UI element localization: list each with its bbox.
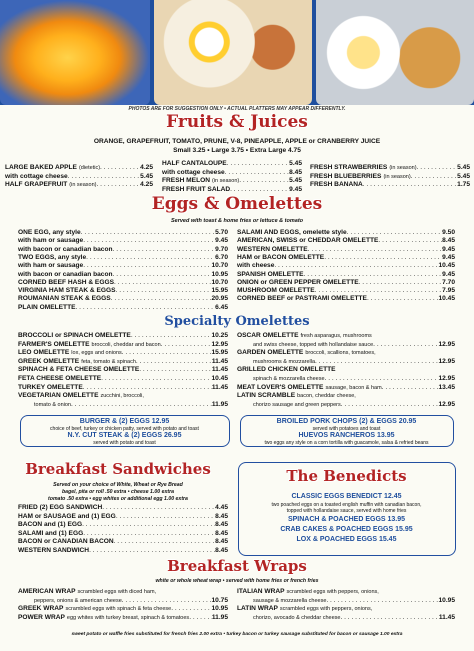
menu-item-desc: egg whites with turkey breast, spinach & tomatoes — [66, 614, 190, 621]
menu-item-name: ONION or GREEN PEPPER OMELETTE — [237, 278, 359, 286]
menu-item-row — [237, 597, 455, 605]
leader-dots — [382, 384, 439, 392]
menu-item-row — [237, 295, 455, 303]
leader-dots — [114, 279, 211, 287]
menu-item-desc: scrambled eggs with diced ham, — [77, 589, 157, 595]
menu-item-row — [162, 169, 302, 177]
menu-item-row — [237, 229, 455, 237]
menu-item-row — [18, 366, 228, 374]
menu-item-desc: (in season) — [389, 165, 417, 171]
menu-item-name: ITALIAN WRAP — [237, 588, 285, 595]
menu-item-price: 10.45 — [438, 262, 455, 270]
leader-dots — [82, 521, 215, 529]
menu-item-name: WESTERN OMELETTE — [237, 245, 308, 253]
menu-item-price: 5.70 — [215, 229, 228, 236]
menu-item-name: VEGETARIAN OMELETTE — [18, 392, 99, 400]
menu-item-name: GREEK WRAP — [18, 605, 64, 613]
leader-dots — [274, 262, 438, 270]
menu-item-name: with ham or sausage — [18, 237, 84, 245]
leader-dots — [347, 229, 442, 237]
menu-item-price: 8.45 — [289, 168, 302, 176]
menu-item-row — [18, 246, 228, 254]
menu-item-price: 12.95 — [211, 340, 228, 348]
menu-item-desc: chorizo, avocado & cheddar cheese — [253, 614, 341, 621]
menu-item-row — [18, 392, 228, 400]
menu-item-row — [310, 181, 470, 189]
leader-dots — [340, 614, 438, 622]
menu-item-row — [237, 271, 455, 279]
leader-dots — [86, 254, 215, 262]
menu-item-desc: (in season) — [383, 173, 411, 180]
menu-item-row — [18, 384, 228, 392]
menu-item-name: MUSHROOM OMELETTE — [237, 287, 315, 295]
menu-item-row — [237, 384, 455, 392]
menu-item-price: 9.45 — [442, 245, 455, 253]
menu-item-name: SPANISH OMELETTE — [237, 270, 304, 278]
menu-item-row — [237, 332, 455, 340]
menu-item-price: 9.45 — [442, 270, 455, 278]
leader-dots — [116, 287, 212, 295]
menu-item-name: PLAIN OMELETTE — [18, 303, 76, 311]
eggs-served-note: Served with toast & home fries or lettuce & tomato — [170, 218, 304, 224]
menu-item-price: 11.45 — [438, 613, 455, 621]
menu-item-name: HALF GRAPEFRUIT — [5, 181, 68, 189]
burger-desc: choice of beef, turkey or chicken patty, served with potato and toast — [50, 426, 199, 432]
menu-item-price: 6.45 — [215, 303, 228, 311]
menu-item-price: 7.70 — [442, 278, 455, 286]
leader-dots — [97, 181, 141, 189]
classic-benedict-desc-1: two poached eggs on a toasted english muffin with canadian bacon, — [271, 502, 422, 508]
menu-item-name: with cottage cheese — [5, 172, 68, 180]
menu-item-name: OSCAR OMELETTE — [237, 332, 299, 339]
menu-item-row — [162, 186, 302, 194]
wraps-title: Breakfast Wraps — [167, 557, 307, 575]
menu-item-desc: sausage, bacon & ham — [325, 384, 382, 391]
fruits-title: Fruits & Juices — [166, 112, 308, 132]
menu-item-row — [18, 332, 228, 340]
menu-item-row — [18, 295, 228, 303]
menu-item-name: FETA CHEESE OMELETTE — [18, 375, 102, 382]
menu-item-name: AMERICAN, SWISS or CHEDDAR OMELETTE — [237, 237, 379, 245]
menu-item-desc: tomato & onion — [34, 401, 71, 408]
menu-item-name: TURKEY OMELETTE — [18, 383, 83, 391]
leader-dots — [417, 164, 458, 172]
menu-item-name: TWO EGGS, any style — [18, 253, 87, 261]
crab-cakes-poached-eggs: CRAB CAKES & POACHED EGGS 15.95 — [280, 526, 413, 533]
menu-item-price: 13.45 — [438, 383, 455, 391]
menu-item-desc: scrambled eggs with spinach & feta cheese — [65, 606, 172, 613]
menu-item-name: WESTERN SANDWICH — [18, 547, 90, 554]
porkchops-desc: served with potatoes and toast — [312, 426, 381, 432]
menu-item-price: 8.45 — [215, 512, 228, 520]
menu-item-price: 12.95 — [438, 375, 455, 382]
eggs-and-sausage-photo — [154, 0, 312, 105]
leader-dots — [100, 164, 140, 172]
leader-dots — [111, 295, 212, 303]
menu-item-name: SALAMI and (1) EGG — [18, 529, 84, 537]
classic-benedict: CLASSIC EGGS BENEDICT 12.45 — [291, 493, 402, 500]
menu-item-name: POWER WRAP — [18, 613, 65, 621]
menu-item-price: 15.95 — [211, 349, 228, 357]
leader-dots — [367, 295, 439, 303]
menu-item-price: 8.45 — [215, 521, 228, 529]
menu-item-row — [18, 304, 228, 312]
leader-dots — [325, 375, 439, 383]
menu-item-row — [18, 614, 228, 622]
menu-item-name: LATIN WRAP — [237, 605, 278, 613]
menu-item-price: 10.95 — [438, 596, 455, 604]
menu-item-row — [237, 366, 455, 374]
menu-item-price: 5.45 — [289, 160, 302, 167]
leader-dots — [315, 287, 442, 295]
menu-item-name: FRIED (2) EGG SANDWICH — [18, 504, 103, 511]
menu-item-row — [237, 341, 455, 349]
eggs-title: Eggs & Omelettes — [151, 194, 323, 214]
menu-item-price: 11.45 — [211, 357, 228, 365]
leader-dots — [76, 304, 216, 312]
juice-sizes: Small 3.25 • Large 3.75 • Extra Large 4.75 — [173, 147, 301, 154]
huevos-rancheros: HUEVOS RANCHEROS 13.95 — [298, 432, 395, 439]
menu-item-name: VIRGINIA HAM STEAK & EGGS — [18, 287, 116, 295]
menu-item-price: 10.45 — [438, 295, 455, 303]
leader-dots — [161, 341, 212, 349]
menu-item-price: 12.95 — [438, 357, 455, 365]
menu-item-name: BACON and (1) EGG — [18, 521, 83, 529]
menu-item-price: 1.75 — [457, 181, 470, 189]
menu-item-desc: scrambled eggs with peppers, onions, — [286, 589, 379, 595]
menu-item-row — [18, 401, 228, 409]
menu-item-row — [5, 164, 153, 172]
leader-dots — [378, 237, 442, 245]
menu-item-price: 10.75 — [211, 596, 228, 604]
menu-item-row — [18, 287, 228, 295]
leader-dots — [131, 332, 212, 340]
menu-item-row — [237, 287, 455, 295]
menu-item-name: GRILLED CHICKEN OMELETTE — [237, 366, 336, 374]
leader-dots — [171, 605, 211, 613]
leader-dots — [411, 173, 457, 181]
leader-dots — [122, 597, 212, 605]
leader-dots — [102, 504, 215, 512]
menu-item-price: 6.70 — [215, 253, 228, 261]
menu-item-row — [237, 237, 455, 245]
menu-item-price: 11.95 — [211, 613, 228, 621]
menu-item-row — [18, 597, 228, 605]
leader-dots — [83, 530, 215, 538]
menu-item-price: 8.45 — [215, 547, 228, 554]
leader-dots — [113, 246, 216, 254]
menu-item-name: SPINACH & FETA CHEESE OMELETTE — [18, 366, 140, 374]
wraps-footer-note: sweet potato or waffle fries substituted for french fries 2.00 extra • turkey bacon or turkey sausage substituted for bacon or sausage 1.00 extra — [71, 632, 403, 637]
menu-item-name: FRESH FRUIT SALAD — [162, 185, 231, 193]
leader-dots — [101, 375, 211, 383]
steak-desc: served with potato and toast — [93, 440, 156, 446]
menu-item-price: 11.45 — [211, 383, 228, 391]
menu-item-name: HAM or SAUSAGE and (1) EGG — [18, 512, 116, 520]
menu-item-desc: (in season) — [69, 182, 97, 189]
menu-item-name: FRESH STRAWBERRIES — [310, 164, 388, 171]
menu-item-name: BROCCOLI or SPINACH OMELETTE — [18, 332, 131, 339]
burger-steak-box — [20, 415, 230, 447]
menu-item-name: LATIN SCRAMBLE — [237, 392, 296, 400]
menu-item-row — [237, 375, 455, 383]
spinach-poached-eggs: SPINACH & POACHED EGGS 13.95 — [287, 516, 406, 523]
menu-item-name: with bacon or canadian bacon — [18, 270, 113, 278]
menu-item-row — [237, 262, 455, 270]
menu-item-row — [18, 237, 228, 245]
menu-item-price: 5.45 — [457, 164, 470, 171]
menu-item-price: 11.45 — [211, 366, 228, 374]
menu-item-row — [162, 177, 302, 185]
menu-item-row — [18, 538, 228, 546]
sandwiches-title: Breakfast Sandwiches — [25, 460, 211, 478]
header-photo-banner — [0, 0, 474, 105]
porkchops-and-eggs: BROILED PORK CHOPS (2) & EGGS 20.95 — [276, 418, 417, 425]
menu-item-desc: broccoli, cheddar and bacon — [91, 341, 161, 348]
leader-dots — [89, 547, 215, 555]
menu-item-name: with bacon or canadian bacon — [18, 245, 113, 253]
photo-caption: PHOTOS ARE FOR SUGGESTION ONLY • ACTUAL PLATTERS MAY APPEAR DIFFERENTLY. — [128, 106, 346, 112]
menu-item-price: 10.70 — [211, 278, 228, 286]
menu-item-price: 15.95 — [211, 287, 228, 295]
menu-item-price: 4.25 — [140, 164, 153, 171]
benedicts-title: The Benedicts — [286, 467, 407, 485]
menu-item-name: MEAT LOVER'S OMELETTE — [237, 383, 324, 391]
menu-item-row — [18, 547, 228, 555]
menu-item-name: FRESH MELON — [162, 177, 210, 185]
menu-item-row — [310, 173, 470, 181]
menu-item-name: GARDEN OMELETTE — [237, 349, 304, 357]
menu-item-price: 10.70 — [211, 262, 228, 270]
burger-and-eggs: BURGER & (2) EGGS 12.95 — [79, 418, 170, 425]
wraps-served-note: white or whole wheat wrap • served with home fries or french fries — [155, 578, 319, 584]
menu-item-desc: zucchini, broccoli, — [100, 393, 144, 400]
menu-item-row — [5, 181, 153, 189]
lox-poached-eggs: LOX & POACHED EGGS 15.45 — [296, 536, 397, 543]
menu-item-price: 9.50 — [442, 229, 455, 236]
menu-item-row — [18, 605, 228, 613]
menu-item-row — [18, 504, 228, 512]
eggs-benedict-photo — [316, 0, 474, 105]
menu-item-row — [162, 160, 302, 168]
menu-item-desc: chorizo sausage and green peppers — [253, 401, 341, 408]
leader-dots — [139, 366, 212, 374]
menu-item-desc: sausage & mozzarella cheese — [253, 597, 327, 604]
menu-item-desc: (dietetic) — [78, 165, 101, 171]
menu-item-name: BACON or CANADIAN BACON — [18, 538, 114, 546]
sandwich-tomato-note: tomato .50 extra • egg whites or additional egg 1.00 extra — [48, 496, 188, 502]
menu-item-price: 10.25 — [211, 332, 228, 339]
menu-item-desc: spinach & mozzarella cheese — [253, 376, 325, 382]
menu-item-name: ONE EGG, any style — [18, 229, 81, 236]
leader-dots — [341, 401, 439, 409]
menu-item-desc: broccoli, scallions, tomatoes, — [305, 350, 376, 357]
leader-dots — [227, 160, 289, 168]
menu-item-row — [18, 254, 228, 262]
leader-dots — [304, 271, 443, 279]
menu-item-row — [237, 349, 455, 357]
menu-item-price: 9.45 — [442, 253, 455, 261]
menu-item-desc: mushrooms & mozzarella — [253, 358, 316, 365]
menu-item-desc: fresh asparagus, mushrooms — [300, 333, 372, 339]
leader-dots — [81, 229, 215, 237]
menu-item-price: 8.45 — [442, 237, 455, 245]
leader-dots — [83, 237, 215, 245]
menu-item-desc: peppers, onions & american cheese — [34, 597, 122, 604]
leader-dots — [113, 271, 212, 279]
leader-dots — [83, 262, 211, 270]
sandwich-extras-note: bagel, pita or roll .50 extra • cheese 1.00 extra — [62, 489, 174, 495]
menu-item-row — [237, 588, 455, 596]
menu-item-name: CORNED BEEF or PASTRAMI OMELETTE — [237, 295, 367, 303]
leader-dots — [116, 513, 215, 521]
menu-item-row — [18, 358, 228, 366]
menu-item-row — [237, 614, 455, 622]
orange-juice-photo — [0, 0, 150, 105]
menu-item-row — [237, 358, 455, 366]
menu-item-row — [18, 588, 228, 596]
menu-item-row — [5, 173, 153, 181]
menu-item-row — [18, 513, 228, 521]
menu-item-name: AMERICAN WRAP — [18, 588, 76, 595]
juice-line: ORANGE, GRAPEFRUIT, TOMATO, PRUNE, V-8, PINEAPPLE, APPLE or CRANBERRY JUICE — [93, 138, 381, 145]
leader-dots — [225, 169, 289, 177]
leader-dots — [315, 358, 438, 366]
leader-dots — [326, 597, 438, 605]
menu-item-row — [18, 262, 228, 270]
menu-item-row — [18, 229, 228, 237]
menu-item-row — [18, 349, 228, 357]
menu-item-price: 12.95 — [438, 400, 455, 408]
menu-item-desc: bacon, cheddar cheese, — [297, 393, 356, 400]
leader-dots — [373, 341, 438, 349]
menu-item-price: 12.95 — [438, 340, 455, 348]
menu-item-name: FARMER'S OMELETTE — [18, 340, 90, 348]
leader-dots — [363, 181, 457, 189]
menu-item-row — [237, 392, 455, 400]
leader-dots — [83, 384, 212, 392]
menu-item-desc: lox, eggs and onions — [71, 350, 122, 357]
menu-item-desc: scrambled eggs with peppers, onions, — [279, 606, 373, 613]
menu-item-price: 20.95 — [211, 295, 228, 303]
menu-item-price: 7.95 — [442, 287, 455, 295]
leader-dots — [114, 538, 216, 546]
porkchop-huevos-box — [240, 415, 454, 447]
menu-item-price: 5.45 — [457, 172, 470, 180]
menu-item-name: GREEK OMELETTE — [18, 357, 80, 365]
leader-dots — [136, 358, 212, 366]
menu-item-price: 11.95 — [211, 400, 228, 408]
leader-dots — [122, 349, 212, 357]
menu-item-row — [18, 271, 228, 279]
menu-item-name: with cottage cheese — [162, 168, 225, 176]
menu-item-name: CORNED BEEF HASH & EGGS — [18, 278, 114, 286]
menu-item-price: 9.45 — [215, 237, 228, 245]
menu-item-row — [237, 279, 455, 287]
menu-item-name: FRESH BLUEBERRIES — [310, 172, 382, 180]
benedicts-box — [238, 462, 456, 556]
menu-item-row — [237, 605, 455, 613]
menu-item-name: HALF CANTALOUPE — [162, 160, 227, 167]
menu-item-name: with ham or sausage — [18, 262, 84, 270]
sandwich-bread-note: Served on your choice of White, Wheat or Rye Bread — [53, 482, 183, 488]
steak-and-eggs: N.Y. CUT STEAK & (2) EGGS 26.95 — [67, 432, 182, 439]
menu-item-name: LARGE BAKED APPLE — [5, 164, 77, 171]
menu-item-price: 10.95 — [211, 605, 228, 613]
leader-dots — [71, 401, 212, 409]
leader-dots — [239, 177, 289, 185]
specialty-title: Specialty Omelettes — [164, 314, 310, 329]
menu-item-price: 4.25 — [140, 181, 153, 189]
menu-item-row — [18, 530, 228, 538]
menu-item-price: 8.45 — [215, 538, 228, 546]
menu-item-price: 5.45 — [140, 172, 153, 180]
leader-dots — [308, 246, 442, 254]
huevos-desc: two eggs any style on a corn tortilla with guacamole, salsa & refried beans — [264, 440, 429, 446]
menu-item-row — [18, 375, 228, 383]
menu-item-name: LEO OMELETTE — [18, 349, 70, 357]
menu-item-desc: feta, tomato & spinach — [81, 358, 136, 365]
menu-item-name: SALAMI AND EGGS, omelette style — [237, 229, 347, 236]
menu-item-name: with cheese — [237, 262, 275, 270]
menu-item-row — [310, 164, 470, 172]
menu-item-price: 9.45 — [289, 185, 302, 193]
leader-dots — [359, 279, 443, 287]
menu-item-row — [18, 341, 228, 349]
menu-item-price: 4.45 — [215, 504, 228, 511]
menu-item-row — [237, 254, 455, 262]
menu-item-name: HAM or BACON OMELETTE — [237, 253, 325, 261]
menu-item-row — [237, 401, 455, 409]
menu-item-name: FRESH BANANA — [310, 181, 363, 189]
menu-item-row — [18, 521, 228, 529]
menu-item-price: 8.45 — [215, 529, 228, 537]
classic-benedict-desc-2: topped with hollandaise sauce, served with home fries — [286, 508, 407, 514]
leader-dots — [189, 614, 212, 622]
menu-item-price: 5.45 — [289, 177, 302, 185]
menu-item-row — [18, 279, 228, 287]
menu-item-desc: (in season) — [212, 178, 240, 185]
leader-dots — [68, 173, 140, 181]
leader-dots — [230, 186, 289, 194]
menu-item-row — [237, 246, 455, 254]
menu-item-name: ROUMANIAN STEAK & EGGS — [18, 295, 111, 303]
menu-item-price: 10.95 — [211, 270, 228, 278]
leader-dots — [324, 254, 442, 262]
menu-item-price: 9.70 — [215, 245, 228, 253]
menu-item-price: 10.45 — [211, 375, 228, 382]
menu-item-desc: and swiss cheese, topped with hollandaise sauce — [253, 341, 374, 348]
